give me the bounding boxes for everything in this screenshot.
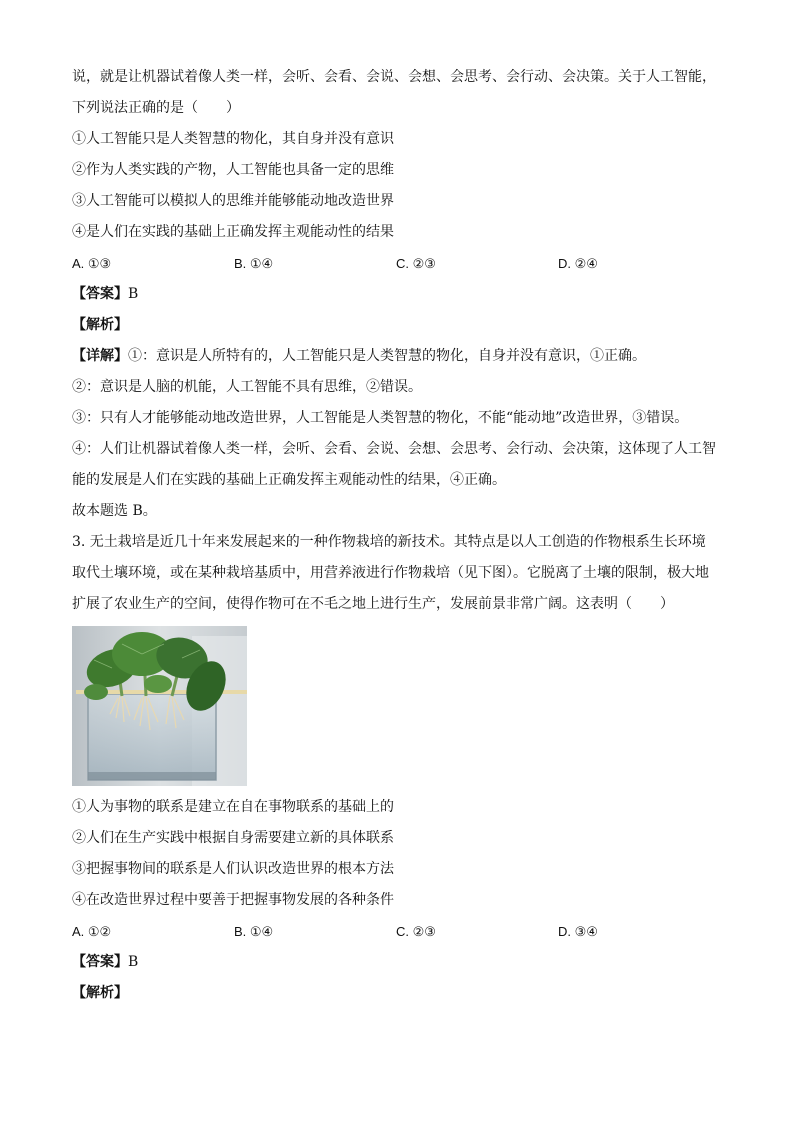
- q2-options: [72, 248, 722, 279]
- q3-answer-line: [72, 947, 722, 978]
- q2-detail-line-5: 能的发展是人们在实践的基础上正确发挥主观能动性的结果，④正确。: [72, 472, 506, 488]
- q3-answer-tag: 【答案】: [72, 954, 128, 970]
- q2-detail-line-3: ③：只有人才能够能动地改造世界，人工智能是人类智慧的物化，不能“能动地”改造世界，③错误。: [72, 410, 689, 426]
- q2-answer-value: B: [128, 286, 139, 302]
- q2-option-d: D. ②④: [558, 256, 598, 271]
- document-page: [72, 62, 722, 1009]
- q2-stem-line-1: 说，就是让机器试着像人类一样，会听、会看、会说、会想、会思考、会行动、会决策。关于人工智能，: [72, 69, 716, 85]
- q2-answer-tag: 【答案】: [72, 286, 128, 302]
- q3-option-b: B. ①④: [234, 924, 274, 939]
- q2-option-c: C. ②③: [396, 256, 436, 271]
- q3-answer-value: B: [128, 954, 139, 970]
- q3-stem-line-3: 扩展了农业生产的空间，使得作物可在不毛之地上进行生产，发展前景非常广阔。这表明（ ）: [72, 596, 674, 612]
- q3-statement-1: ①人为事物的联系是建立在自在事物联系的基础上的: [72, 799, 394, 815]
- q3-stem-line-1: 3. 无土栽培是近几十年来发展起来的一种作物栽培的新技术。其特点是以人工创造的作物根系生长环境: [72, 534, 706, 550]
- q2-stem-line-2: 下列说法正确的是（ ）: [72, 100, 240, 116]
- q3-options: [72, 916, 722, 947]
- q3-statement-2: ②人们在生产实践中根据自身需要建立新的具体联系: [72, 830, 394, 846]
- q3-option-c: C. ②③: [396, 924, 436, 939]
- q3-analysis-heading: 【解析】: [72, 985, 128, 1001]
- q2-conclusion: 故本题选 B。: [72, 503, 157, 519]
- q3-stem-line-2: 取代土壤环境，或在某种栽培基质中，用营养液进行作物栽培（见下图）。它脱离了土壤的限制，极大地: [72, 565, 709, 581]
- q3-option-a: A. ①②: [72, 924, 112, 939]
- q2-statement-1: ①人工智能只是人类智慧的物化，其自身并没有意识: [72, 131, 394, 147]
- q2-detail-line-2: ②：意识是人脑的机能，人工智能不具有思维，②错误。: [72, 379, 422, 395]
- q2-option-a: A. ①③: [72, 256, 112, 271]
- q2-statement-2: ②作为人类实践的产物，人工智能也具备一定的思维: [72, 162, 394, 178]
- q2-statement-4: ④是人们在实践的基础上正确发挥主观能动性的结果: [72, 224, 394, 240]
- q2-detail-line-4: ④：人们让机器试着像人类一样，会听、会看、会说、会想、会思考、会行动、会决策，这体现了人工智: [72, 441, 716, 457]
- q3-statement-4: ④在改造世界过程中要善于把握事物发展的各种条件: [72, 892, 394, 908]
- q2-detail-tag: 【详解】: [72, 348, 128, 364]
- q2-detail-line-1: [72, 341, 722, 372]
- q2-statement-3: ③人工智能可以模拟人的思维并能够能动地改造世界: [72, 193, 394, 209]
- q2-detail-text-1: ①：意识是人所特有的，人工智能只是人类智慧的物化，自身并没有意识，①正确。: [128, 348, 646, 364]
- q2-answer-line: [72, 279, 722, 310]
- q2-analysis-heading: 【解析】: [72, 317, 128, 333]
- hydroponic-plant-image: [72, 626, 247, 786]
- q3-statement-3: ③把握事物间的联系是人们认识改造世界的根本方法: [72, 861, 394, 877]
- q3-option-d: D. ③④: [558, 924, 598, 939]
- q2-option-b: B. ①④: [234, 256, 274, 271]
